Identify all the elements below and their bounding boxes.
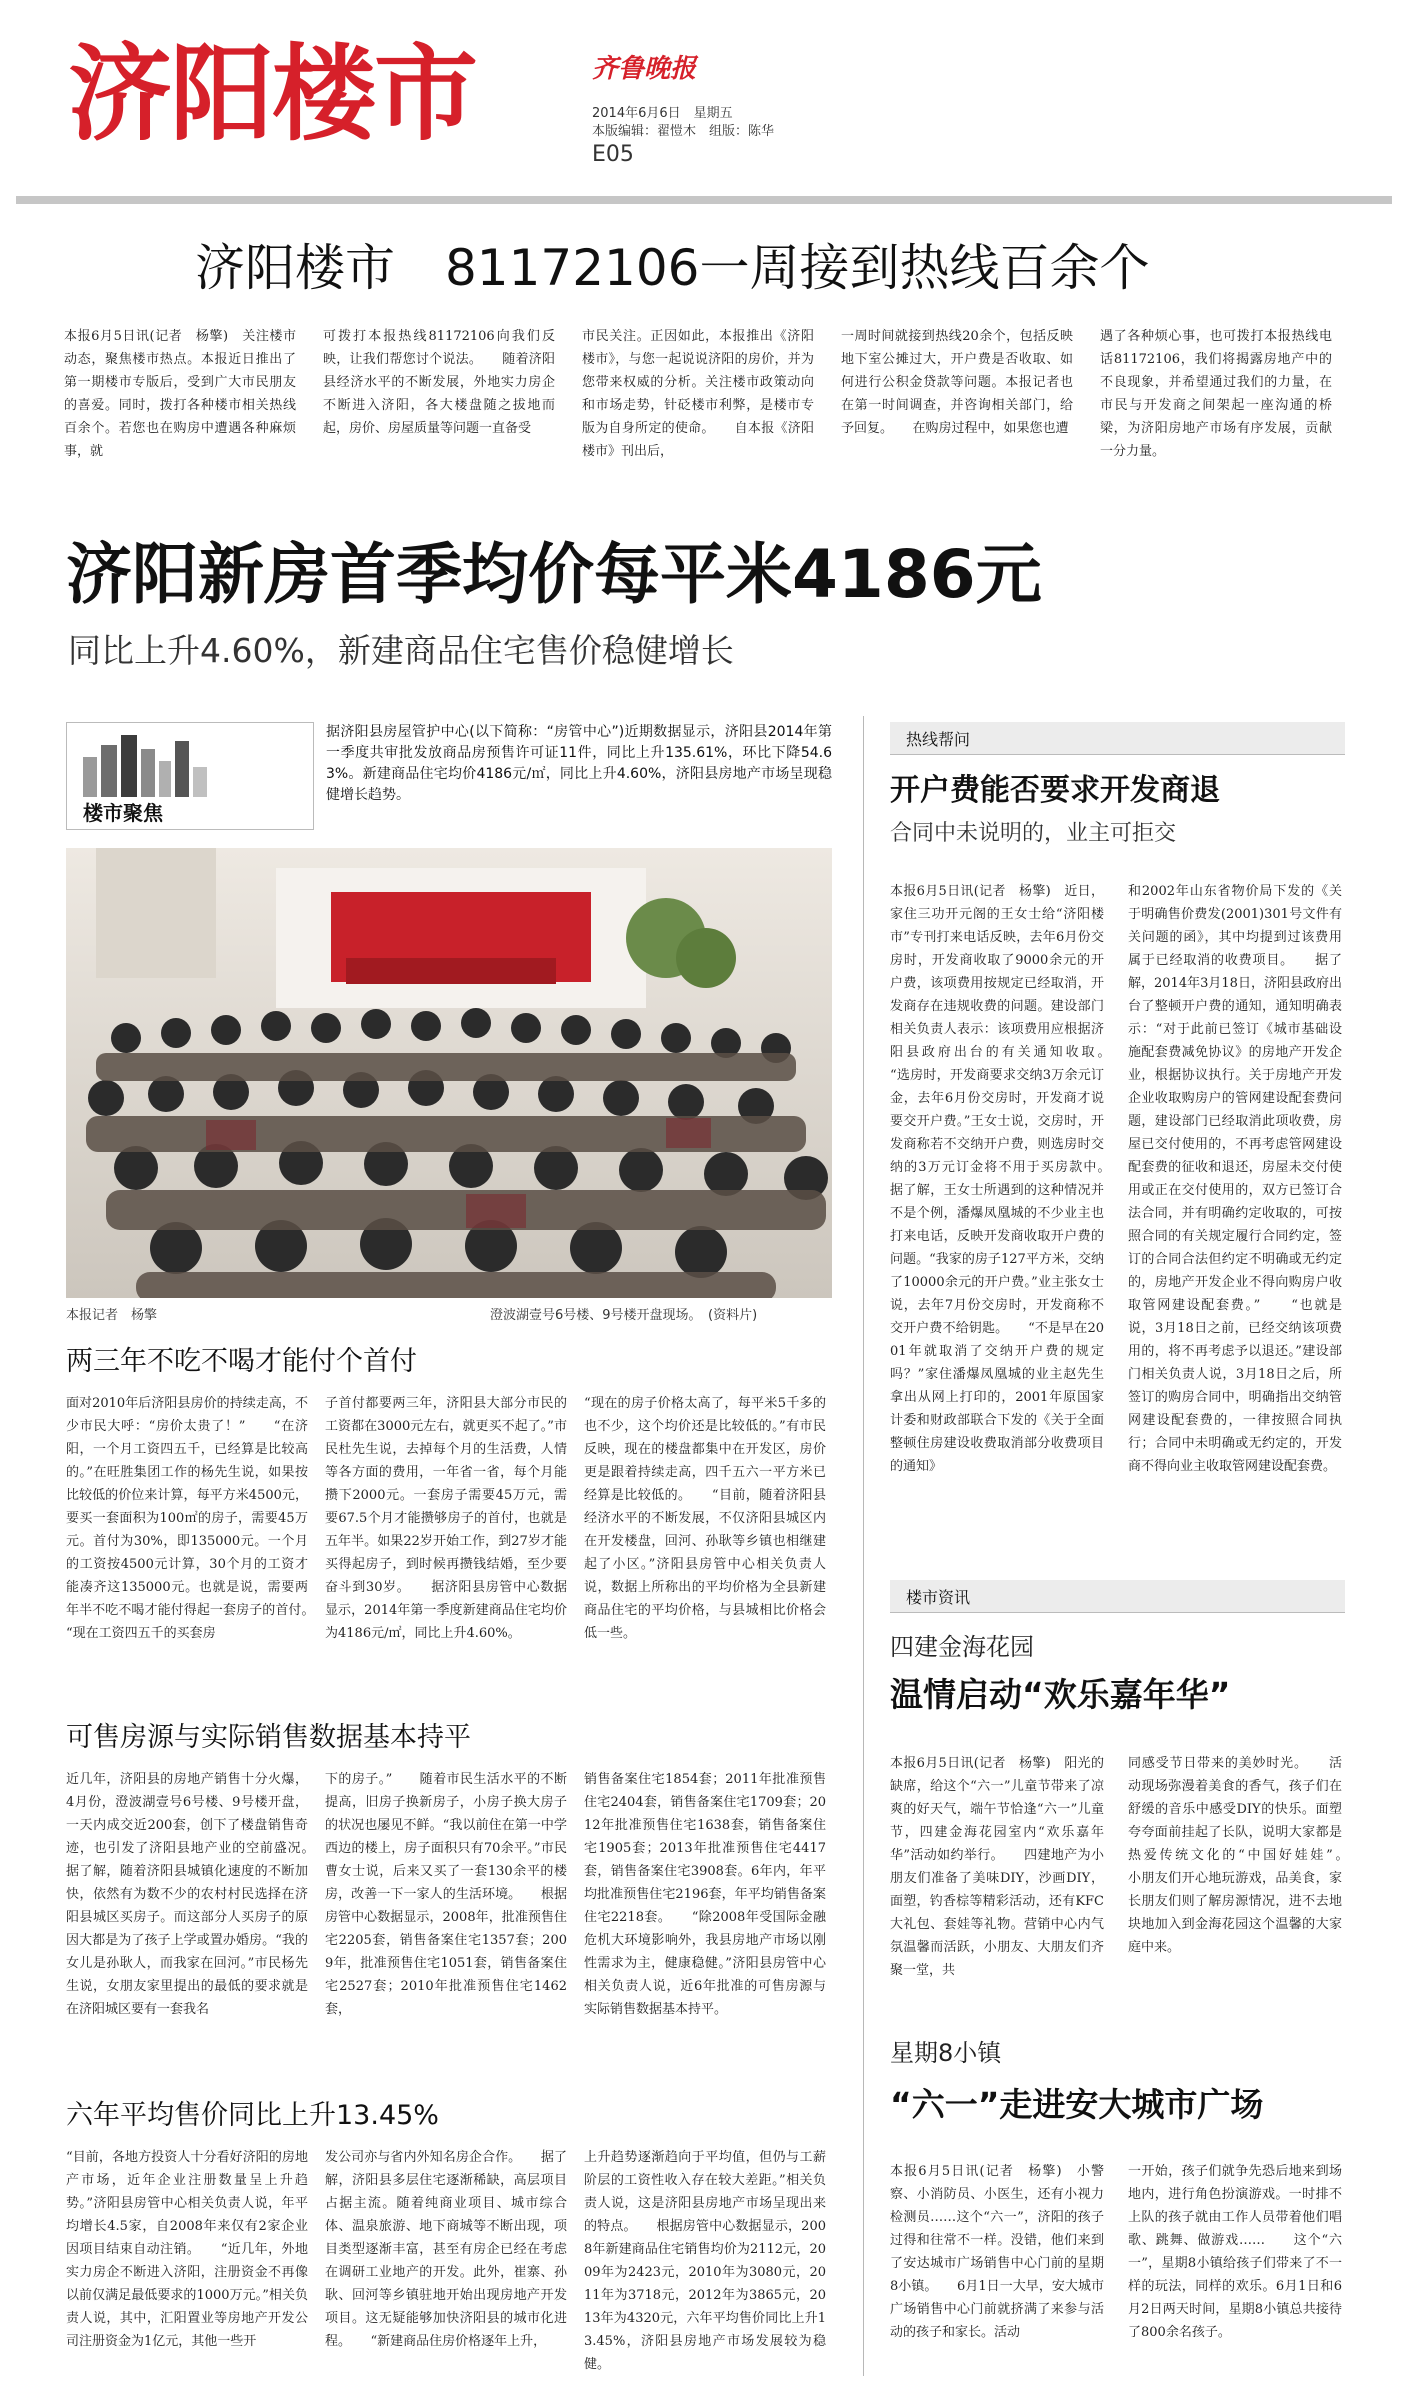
news1-kicker: 四建金海花园 bbox=[890, 1633, 1034, 1661]
news1-col1: 本报6月5日讯(记者 杨擎) 阳光的缺席，给这个“六一”儿童节带来了凉爽的好天气，端午节恰逢“六一”儿童节，四建金海花园室内“欢乐嘉年华”活动如约举行。 四建地产为小朋友们准备了美味DIY，沙画DIY，面塑，钓香棕等精彩活动，还有KFC大礼包、套娃等礼物。营销中心内气氛温馨而活跃，小朋友、大朋友们齐聚一堂，共 bbox=[890, 1756, 1104, 1978]
sub3-col1: “目前，各地方投资人十分看好济阳的房地产市场，近年企业注册数量呈上升趋势。”济阳县房管中心相关负责人说，年平均增长4.5家，自2008年来仅有2家企业因项目结束自动注销。 “近几年，外地实力房企不断进入济阳，注册资金不再像以前仅满足最低要求的1000万元。”相关负责人说，其中，汇阳置业等房地产开发公司注册资金为1亿元，其他一些开 bbox=[66, 2150, 308, 2349]
city-skyline-icon bbox=[75, 727, 225, 797]
brand-logo: 齐鲁晚报 bbox=[592, 54, 697, 84]
question-col2: 和2002年山东省物价局下发的《关于明确售价费发(2001)301号文件有关问题的函》，其中均提到过该费用属于已经取消的收费项目。 据了解，2014年3月18日，济阳县政府出台了整顿开户费的通知，通知明确表示：“对于此前已签订《城市基础设施配套费减免协议》的房地产开发企业，根据协议执行。关于房地产开发企业收取购房户的管网建设配套费问题，建设部门已经取消此项收费，房屋已交付使用的，不再考虑管网建设配套费的征收和退还，房屋未交付使用或正在交付使用的，双方已签订合法合同，并有明确约定收取的，可按照合同的有关规定履行合同约定，签订的合同合法但约定不明确或无约定的，房地产开发企业不得向购房户收取管网建设配套费。” “也就是说，3月18日之前，已经交纳该项费用的，将不再考虑予以退还。”建设部门相关负责人说，3月18日之后，所签订的购房合同中，明确指出交纳管网建设配套费的，一律按照合同执行；合同中未明确或无约定的，开发商不得向业主收取管网建设配套费。 bbox=[1128, 884, 1342, 1474]
top-story-headline: 济阳楼市 81172106一周接到热线百余个 bbox=[195, 239, 1150, 297]
sub3-col2: 发公司亦与省内外知名房企合作。 据了解，济阳县多层住宅逐渐稀缺，高层项目占据主流。随着纯商业项目、城市综合体、温泉旅游、地下商城等不断出现，项目类型逐渐丰富，甚至有房企已经在考虑在调研工业地产的开发。此外，崔寨、孙耿、回河等乡镇驻地开始出现房地产开发项目。这无疑能够加快济阳县的城市化进程。 “新建商品住房价格逐年上升， bbox=[325, 2150, 567, 2349]
question-subhead: 合同中未说明的，业主可拒交 bbox=[890, 821, 1177, 846]
sub2-col1: 近几年，济阳县的房地产销售十分火爆，4月份，澄波湖壹号6号楼、9号楼开盘，一天内成交近200套，创下了楼盘销售奇迹，也引发了济阳县地产业的空前盛况。 据了解，随着济阳县城镇化速度的不断加快，依然有为数不少的农村村民选择在济阳县城区买房子。而这部分人买房子的原因大都是为了孩子上学或置办婚房。“我的女儿是孙耿人，而我家在回河。”市民杨先生说，女朋友家里提出的最低的要求就是在济阳城区要有一套我名 bbox=[66, 1772, 308, 2017]
photo-credit: 本报记者 杨擎 bbox=[66, 1308, 158, 1323]
sub1-col1: 面对2010年后济阳县房价的持续走高，不少市民大呼：“房价太贵了！” “在济阳，一个月工资四五千，已经算是比较高的。”在旺胜集团工作的杨先生说，如果按比较低的价位来计算，每平方米4500元，要买一套面积为100㎡的房子，需要45万元。首付为30%，即135000元。一个月的工资按4500元计算，30个月的工资才能凑齐这135000元。也就是说，需要两年半不吃不喝才能付得起一套房子的首付。 “现在工资四五千的买套房 bbox=[66, 1396, 308, 1641]
news-label: 楼市资讯 bbox=[906, 1588, 971, 1607]
sub2-col2: 下的房子。” 随着市民生活水平的不断提高，旧房子换新房子，小房子换大房子的状况也屡见不鲜。“我以前住在第一中学西边的楼上，房子面积只有70余平。”市民曹女士说，后来又买了一套130余平的楼房，改善一下一家人的生活环境。 根据房管中心数据显示，2008年，批准预售住宅2205套，销售备案住宅1357套；2009年，批准预售住宅1051套，销售备案住宅2527套；2010年批准预售住宅1462套， bbox=[325, 1772, 567, 2017]
masthead-date: 2014年6月6日 星期五 bbox=[592, 106, 733, 121]
subhead-price-growth: 六年平均售价同比上升13.45% bbox=[66, 2100, 439, 2131]
sub1-col2: 子首付都要两三年，济阳县大部分市民的工资都在3000元左右，就更买不起了。”市民杜先生说，去掉每个月的生活费，人情等各方面的费用，一年省一省，每个月能攒下2000元。一套房子需要45万元，需要67.5个月才能攒够房子的首付，也就是五年半。如果22岁开始工作，到27岁才能买得起房子，到时候再攒钱结婚，至少要奋斗到30岁。 据济阳县房管中心数据显示，2014年第一季度新建商品住宅均价为4186元/㎡，同比上升4.60%。 bbox=[325, 1396, 567, 1641]
masthead-divider bbox=[16, 196, 1392, 204]
question-col1: 本报6月5日讯(记者 杨擎) 近日，家住三功开元阁的王女士给“济阳楼市”专刊打来电话反映，去年6月份交房时，开发商收取了9000余元的开户费，该项费用按规定已经取消，开发商存在违规收费的问题。建设部门相关负责人表示：该项费用应根据济阳县政府出台的有关通知收取。 “选房时，开发商要求交纳3万余元订金，去年6月份交房时，开发商才说要交开户费。”王女士说，交房时，开发商称若不交纳开户费，则选房时交纳的3万元订金将不用于买房款中。 据了解，王女士所遇到的这种情况并不是个例，潘爆凤凰城的不少业主也打来电话，反映开发商收取开户费的问题。“我家的房子127平方米，交纳了10000余元的开户费。”业主张女士说，去年7月份交房时，开发商称不交开户费不给钥匙。 “不是早在2001年就取消了交纳开户费的规定吗？”家住潘爆凤凰城的业主赵先生拿出从网上打印的，2001年原国家计委和财政部联合下发的《关于全面整顿住房建设收费取消部分收费项目的通知》 bbox=[890, 884, 1104, 1474]
main-lead: 据济阳县房屋管护中心(以下简称：“房管中心”)近期数据显示，济阳县2014年第一季度共审批发放商品房预售许可证11件，同比上升135.61%，环比下降54.63%。新建商品住宅均价4186元/㎡，同比上升4.60%，济阳县房地产市场呈现稳健增长趋势。 bbox=[326, 724, 832, 803]
masthead-editors: 本版编辑：翟愷木 组版：陈华 bbox=[592, 124, 775, 139]
sub3-col3: 上升趋势逐渐趋向于平均值，但仍与工薪阶层的工资性收入存在较大差距。”相关负责人说，这是济阳县房地产市场呈现出来的特点。 根据房管中心数据显示，2008年新建商品住宅销售均价为2112元，2009年为2423元，2010年为3080元，2011年为3718元，2012年为3865元，2013年为4320元，六年平均售价同比上升13.45%，济阳县房地产市场发展较为稳健。 bbox=[584, 2150, 826, 2372]
news1-headline: 温情启动“欢乐嘉年华” bbox=[890, 1675, 1231, 1714]
event-photo bbox=[66, 848, 832, 1298]
section-label: 楼市聚焦 bbox=[83, 801, 163, 825]
news1-col2: 同感受节日带来的美妙时光。 活动现场弥漫着美食的香气，孩子们在舒缓的音乐中感受DIY的快乐。面塑夸夸面前挂起了长队，说明大家都是热爱传统文化的“中国好娃娃”。 小朋友们开心地玩游戏，品美食，家长朋友们则了解房源情况，进不去地块地加入到金海花园这个温馨的大家庭中来。 bbox=[1128, 1756, 1342, 1955]
news2-col2: 一开始，孩子们就争先恐后地来到场地内，进行角色扮演游戏。一时排不上队的孩子就由工作人员带着他们唱歌、跳舞、做游戏…… 这个“六一”，星期8小镇给孩子们带来了不一样的玩法，同样的欢乐。6月1日和6月2日两天时间，星期8小镇总共接待了800余名孩子。 bbox=[1128, 2164, 1342, 2340]
top-story-col5: 遇了各种烦心事，也可拨打本报热线电话81172106，我们将揭露房地产中的不良现象，并希望通过我们的力量，在市民与开发商之间架起一座沟通的桥梁，为济阳房地产市场有序发展，贡献一分力量。 bbox=[1100, 329, 1332, 459]
column-divider bbox=[863, 716, 864, 2376]
masthead-title: 济阳楼市 bbox=[68, 33, 477, 155]
subhead-supply-sales: 可售房源与实际销售数据基本持平 bbox=[66, 1722, 471, 1753]
subhead-down-payment: 两三年不吃不喝才能付个首付 bbox=[66, 1346, 417, 1377]
top-story-col1: 本报6月5日讯(记者 杨擎) 关注楼市动态，聚焦楼市热点。本报近日推出了第一期楼市专版后，受到广大市民朋友的喜爱。同时，拨打各种楼市相关热线百余个。若您也在购房中遭遇各种麻烦事，就 bbox=[64, 329, 296, 459]
news2-headline: “六一”走进安大城市广场 bbox=[890, 2085, 1264, 2124]
news2-kicker: 星期8小镇 bbox=[890, 2039, 1002, 2067]
page-number: E05 bbox=[592, 142, 634, 167]
event-photo-image bbox=[66, 848, 832, 1298]
section-label-box bbox=[66, 722, 314, 830]
sub1-col3: “现在的房子价格太高了，每平米5千多的也不少，这个均价还是比较低的。”有市民反映，现在的楼盘都集中在开发区，房价更是跟着持续走高，四千五六一平方米已经算是比较低的。 “目前，随着济阳县经济水平的不断发展，不仅济阳县城区内在开发楼盘，回河、孙耿等乡镇也相继建起了小区。”济阳县房管中心相关负责人说，数据上所称出的平均价格为全县新建商品住宅的平均价格，与县城相比价格会低一些。 bbox=[584, 1396, 826, 1641]
photo-caption: 澄波湖壹号6号楼、9号楼开盘现场。 (资料片) bbox=[490, 1308, 758, 1323]
hotline-label: 热线帮问 bbox=[906, 730, 971, 749]
main-headline: 济阳新房首季均价每平米4186元 bbox=[66, 536, 1042, 613]
question-headline: 开户费能否要求开发商退 bbox=[890, 773, 1220, 808]
top-story-col4: 一周时间就接到热线20余个，包括反映地下室公摊过大，开户费是否收取、如何进行公积金贷款等问题。本报记者也在第一时间调查，并咨询相关部门，给予回复。 在购房过程中，如果您也遭 bbox=[841, 329, 1073, 436]
top-story-col2: 可拨打本报热线81172106向我们反映，让我们帮您讨个说法。 随着济阳县经济水平的不断发展，外地实力房企不断进入济阳，各大楼盘随之拔地而起，房价、房屋质量等问题一直备受 bbox=[323, 329, 555, 436]
sub2-col3: 销售备案住宅1854套；2011年批准预售住宅2404套，销售备案住宅1709套；2012年批准预售住宅1638套，销售备案住宅1905套；2013年批准预售住宅4417套，销售备案住宅3908套。6年内，年平均批准预售住宅2196套，年平均销售备案住宅2218套。 “除2008年受国际金融危机大环境影响外，我县房地产市场以刚性需求为主，健康稳健。”济阳县房管中心相关负责人说，近6年批准的可售房源与实际销售数据基本持平。 bbox=[584, 1772, 826, 2017]
top-story-col3: 市民关注。正因如此，本报推出《济阳楼市》，与您一起说说济阳的房价，并为您带来权威的分析。关注楼市政策动向和市场走势，针砭楼市利弊，是楼市专版为自身所定的使命。 自本报《济阳楼市》刊出后， bbox=[582, 329, 814, 459]
main-subhead: 同比上升4.60%，新建商品住宅售价稳健增长 bbox=[68, 631, 734, 670]
news2-col1: 本报6月5日讯(记者 杨擎) 小警察、小消防员、小医生，还有小视力检测员……这个“六一”，济阳的孩子过得和往常不一样。没错，他们来到了安达城市广场销售中心门前的星期8小镇。 6月1日一大早，安大城市广场销售中心门前就挤满了来参与活动的孩子和家长。活动 bbox=[890, 2164, 1104, 2340]
